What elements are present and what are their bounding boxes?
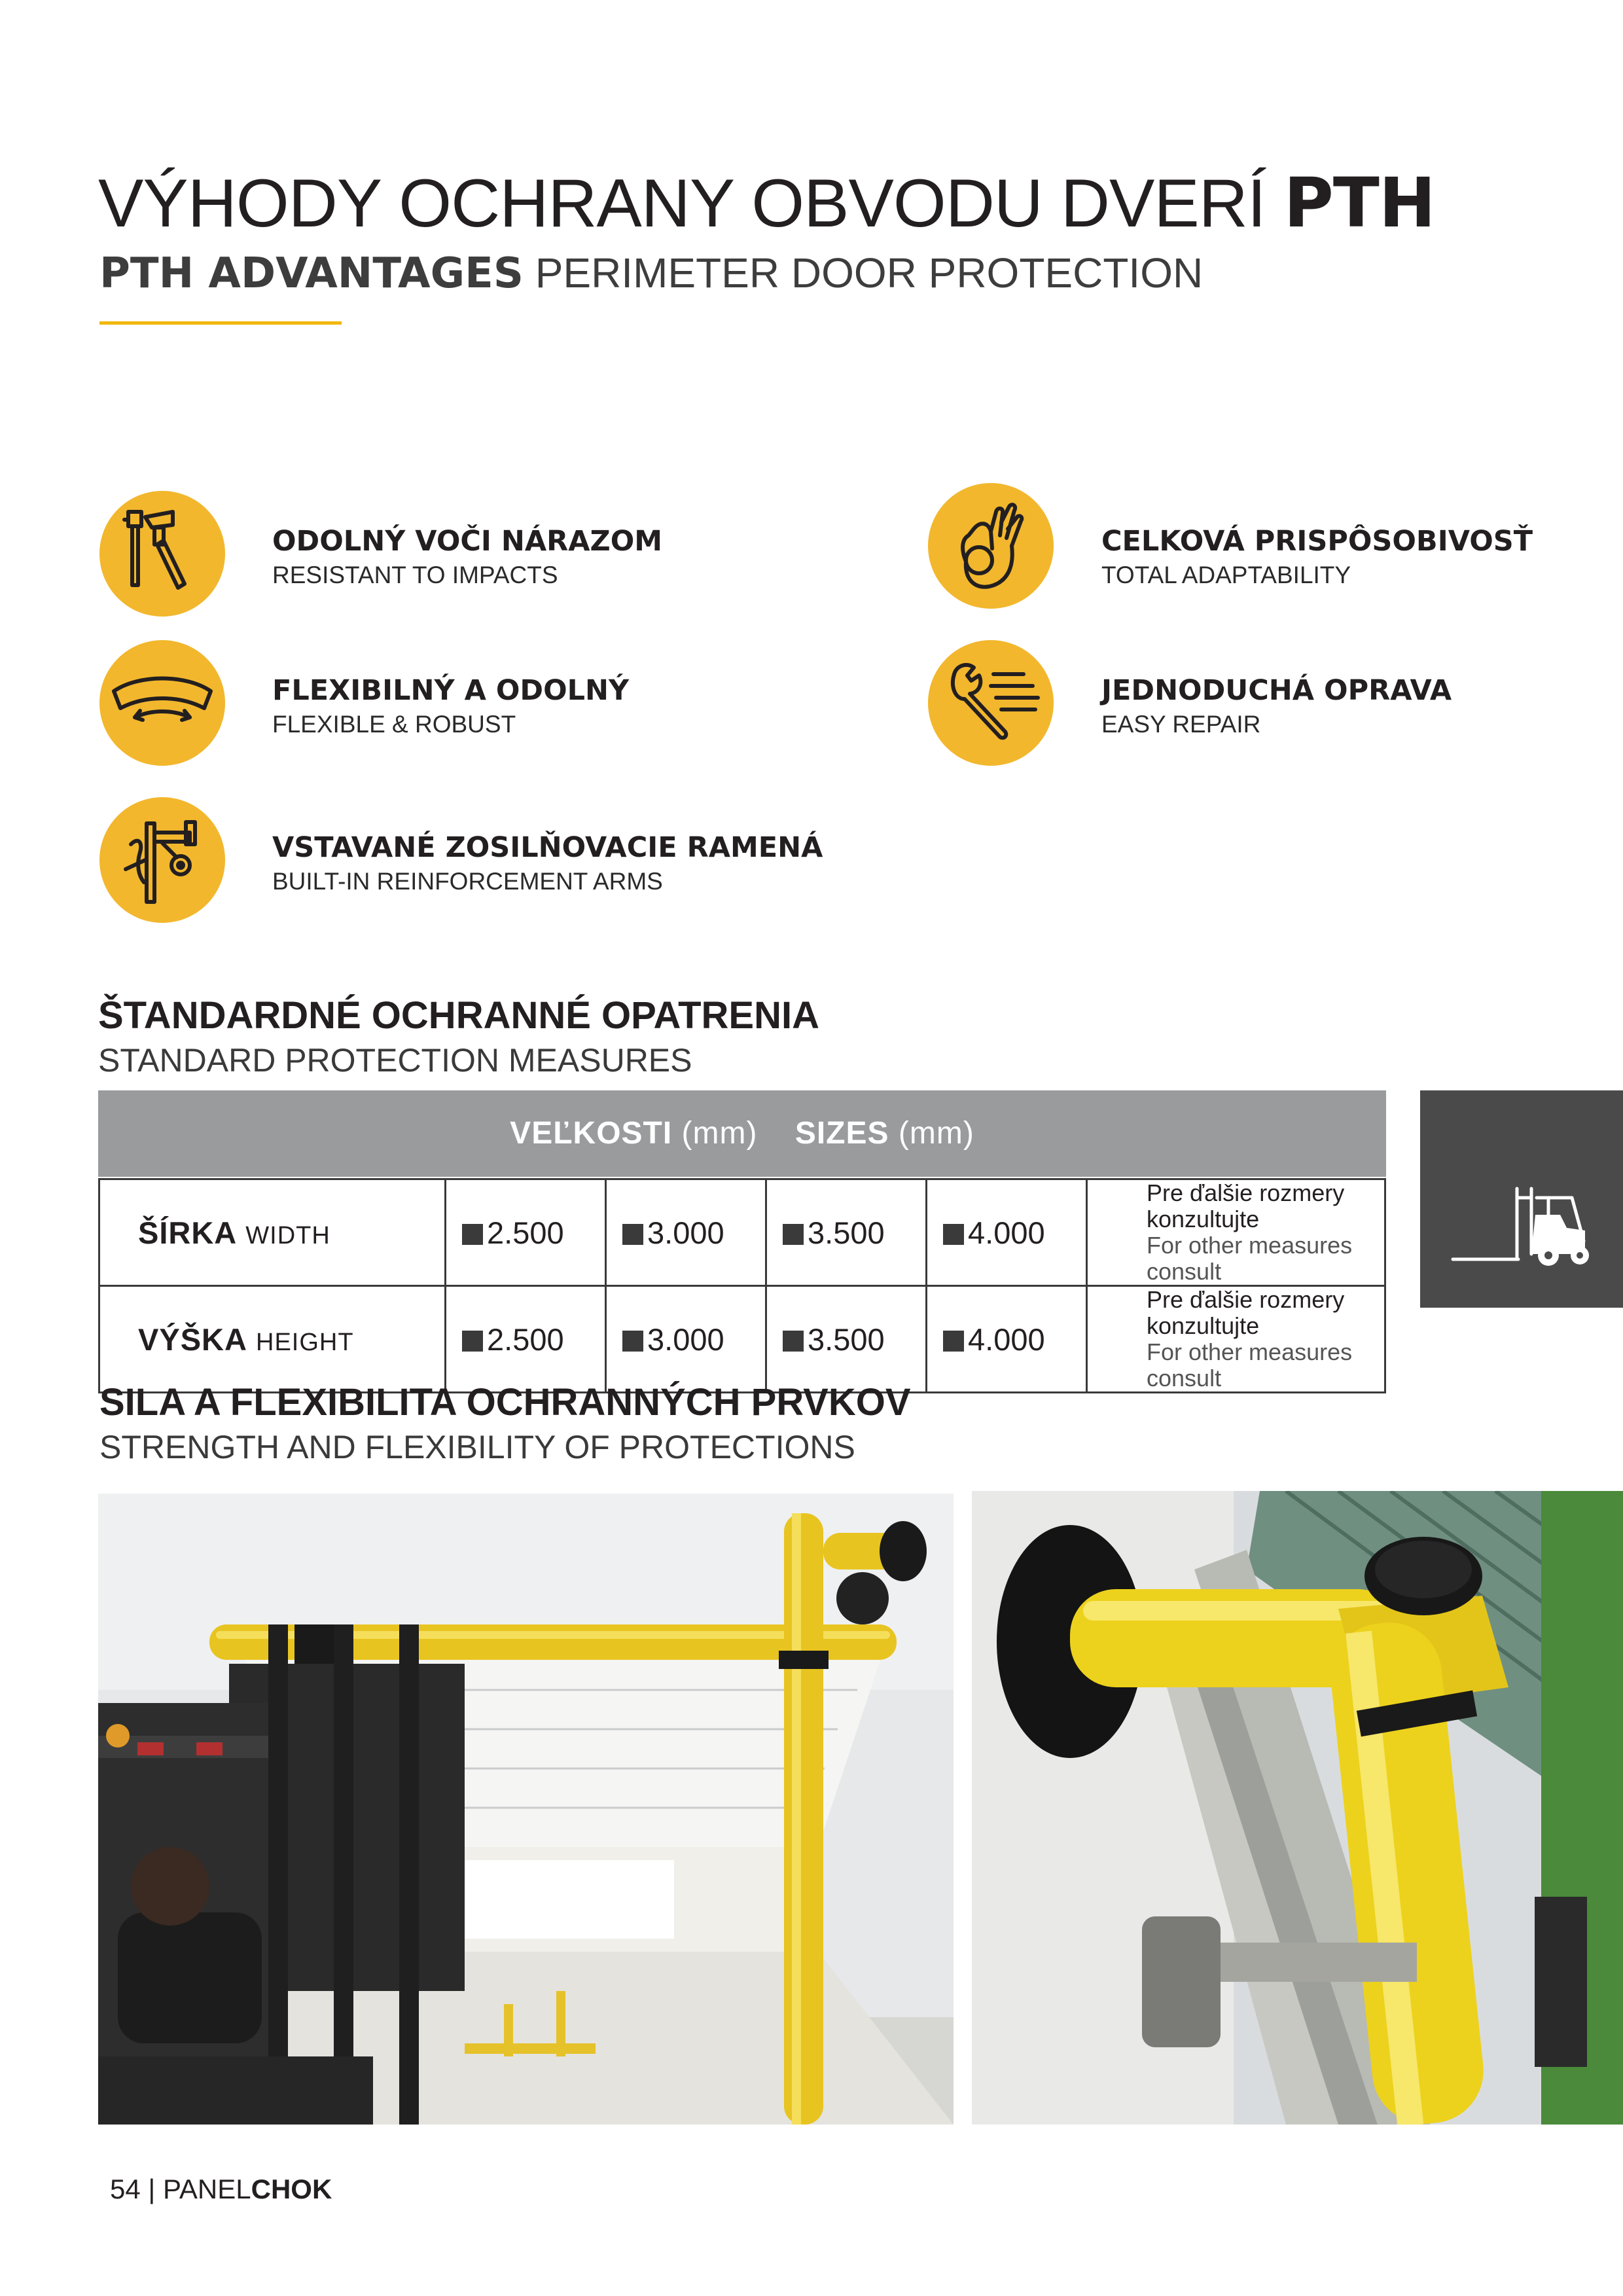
size-value: 3.500 xyxy=(766,1286,927,1393)
flex-arc-icon xyxy=(99,640,225,766)
feature-title: CELKOVÁ PRISPÔSOBIVOSŤ xyxy=(1101,525,1533,558)
square-bullet-icon xyxy=(783,1224,804,1245)
table-row xyxy=(99,1179,1385,1286)
square-bullet-icon xyxy=(622,1224,643,1245)
section-subtitle: STANDARD PROTECTION MEASURES xyxy=(98,1042,692,1079)
square-bullet-icon xyxy=(622,1331,643,1352)
size-value: 3.000 xyxy=(606,1286,766,1393)
hammer-screwdriver-icon xyxy=(99,491,225,617)
size-value: 4.000 xyxy=(927,1286,1087,1393)
pipe-joint-closeup-photo xyxy=(972,1491,1623,2125)
page-number: 54 xyxy=(110,2174,141,2204)
page-title: VÝHODY OCHRANY OBVODU DVERÍ PTH xyxy=(98,163,1435,243)
brand-name: PANELCHOK xyxy=(162,2174,332,2204)
table-row xyxy=(99,1286,1385,1393)
sizes-table-header: VEĽKOSTI (mm) SIZES (mm) xyxy=(98,1090,1386,1177)
feature-subtitle: RESISTANT TO IMPACTS xyxy=(272,562,558,588)
sizes-table xyxy=(98,1178,1386,1393)
feature-subtitle: EASY REPAIR xyxy=(1101,711,1261,738)
size-value: 3.500 xyxy=(766,1179,927,1286)
forklift-box xyxy=(1420,1090,1623,1308)
feature-title: ODOLNÝ VOČI NÁRAZOM xyxy=(272,525,663,558)
size-value: 4.000 xyxy=(927,1179,1087,1286)
wrench-speed-icon xyxy=(928,640,1054,766)
size-note: Pre ďalšie rozmery konzultujte For other measures consult xyxy=(1087,1179,1385,1286)
square-bullet-icon xyxy=(462,1224,483,1245)
feature-title: JEDNODUCHÁ OPRAVA xyxy=(1101,674,1452,707)
feature-title: VSTAVANÉ ZOSILŇOVACIE RAMENÁ xyxy=(272,831,823,864)
size-value: 2.500 xyxy=(446,1179,606,1286)
size-value: 2.500 xyxy=(446,1286,606,1393)
reinforcement-arm-icon xyxy=(99,797,225,923)
feature-subtitle: FLEXIBLE & ROBUST xyxy=(272,711,516,738)
size-value: 3.000 xyxy=(606,1179,766,1286)
forklift-passing-door-photo xyxy=(98,1494,954,2125)
square-bullet-icon xyxy=(943,1331,964,1352)
title-underline xyxy=(99,321,342,325)
page-footer: 54 | PANELCHOK xyxy=(110,2174,332,2204)
ok-hand-icon xyxy=(928,483,1054,609)
square-bullet-icon xyxy=(462,1331,483,1352)
feature-subtitle: BUILT-IN REINFORCEMENT ARMS xyxy=(272,868,663,895)
section-subtitle: STRENGTH AND FLEXIBILITY OF PROTECTIONS xyxy=(99,1429,855,1465)
section-title: SILA A FLEXIBILITA OCHRANNÝCH PRVKOV xyxy=(99,1381,911,1424)
square-bullet-icon xyxy=(783,1331,804,1352)
page-subtitle: PTH ADVANTAGES PERIMETER DOOR PROTECTION xyxy=(99,249,1204,298)
feature-subtitle: TOTAL ADAPTABILITY xyxy=(1101,562,1351,588)
row-label: VÝŠKA HEIGHT xyxy=(99,1286,446,1393)
square-bullet-icon xyxy=(943,1224,964,1245)
row-label: ŠÍRKA WIDTH xyxy=(99,1179,446,1286)
section-title: ŠTANDARDNÉ OCHRANNÉ OPATRENIA xyxy=(98,994,819,1037)
forklift-icon xyxy=(1420,1090,1623,1308)
size-note: Pre ďalšie rozmery konzultujte For other measures consult xyxy=(1087,1286,1385,1393)
feature-title: FLEXIBILNÝ A ODOLNÝ xyxy=(272,674,630,707)
